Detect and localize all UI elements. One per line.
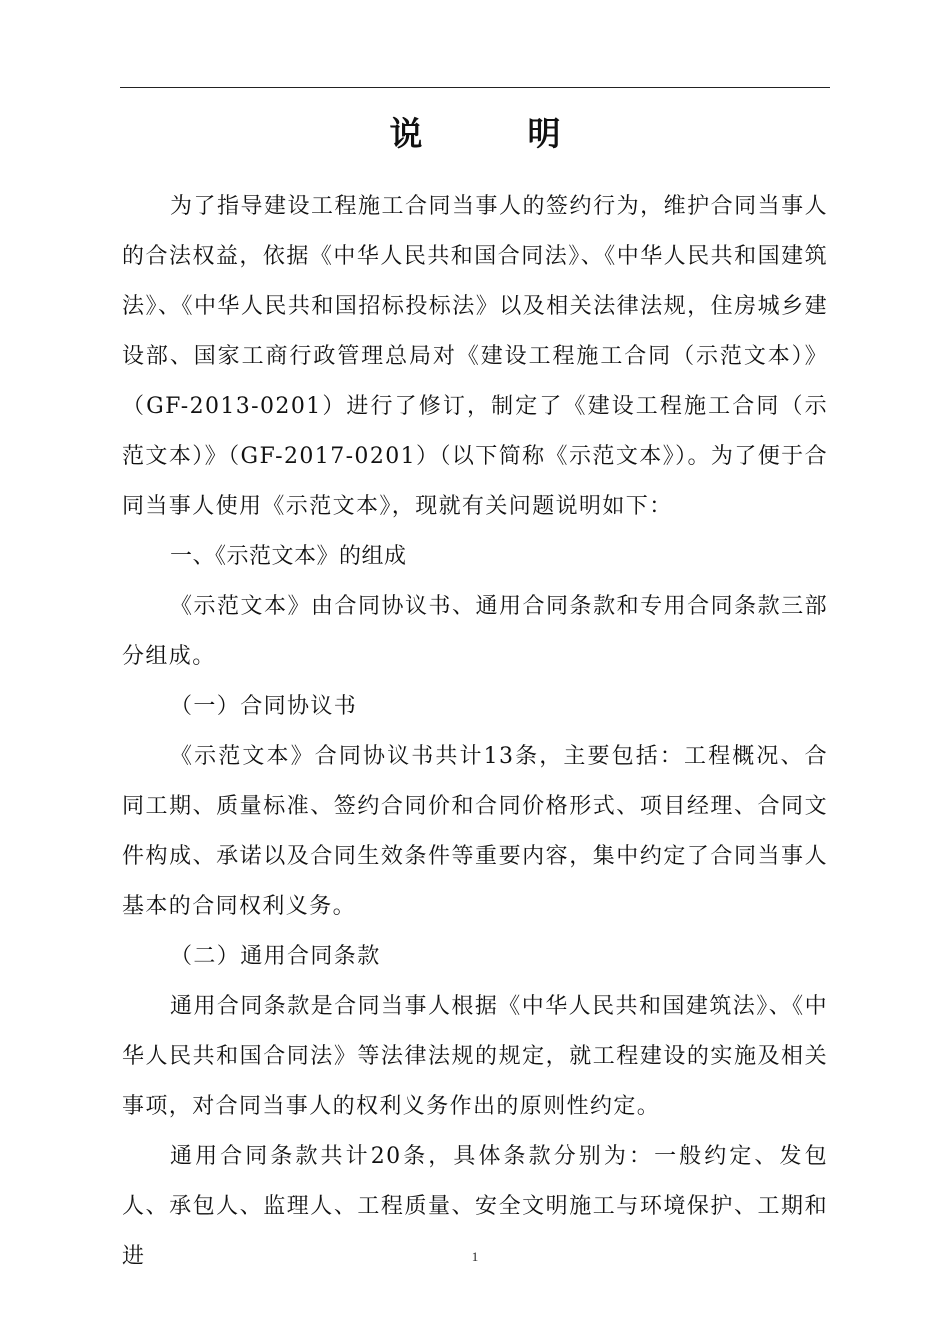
- agreement-paragraph: 《示范文本》合同协议书共计13条，主要包括：工程概况、合同工期、质量标准、签约合同价和合同价格形式、项目经理、合同文件构成、承诺以及合同生效条件等重要内容，集中约定了合同当事人基本的合同权利义务。: [122, 744, 828, 919]
- subheading-agreement: （一）合同协议书: [170, 694, 358, 719]
- general-terms-paragraph: 通用合同条款是合同当事人根据《中华人民共和国建筑法》、《中华人民共和国合同法》等法律法规的规定，就工程建设的实施及相关事项，对合同当事人的权利义务作出的原则性约定。: [122, 994, 828, 1119]
- document-body: [122, 182, 828, 1282]
- section-heading-composition: 一、《示范文本》的组成: [170, 544, 407, 569]
- subheading-general-terms: （二）通用合同条款: [170, 944, 381, 969]
- intro-paragraph: 为了指导建设工程施工合同当事人的签约行为，维护合同当事人的合法权益，依据《中华人民共和国合同法》、《中华人民共和国建筑法》、《中华人民共和国招标投标法》以及相关法律法规，住房城乡建设部、国家工商行政管理总局对《建设工程施工合同（示范文本）》（GF-2013-0201）进行了修订，制定了《建设工程施工合同（示范文本）》（GF-2017-0201）（以下简称《示范文本》）。为了便于合同当事人使用《示范文本》，现就有关问题说明如下：: [122, 194, 828, 519]
- general-terms-list-paragraph: 通用合同条款共计20条，具体条款分别为：一般约定、发包人、承包人、监理人、工程质量、安全文明施工与环境保护、工期和进: [122, 1144, 828, 1269]
- page-title: 说 明: [389, 114, 597, 153]
- composition-paragraph: 《示范文本》由合同协议书、通用合同条款和专用合同条款三部分组成。: [122, 594, 828, 669]
- header-rule: [120, 87, 830, 88]
- page-number: 1: [471, 1249, 479, 1264]
